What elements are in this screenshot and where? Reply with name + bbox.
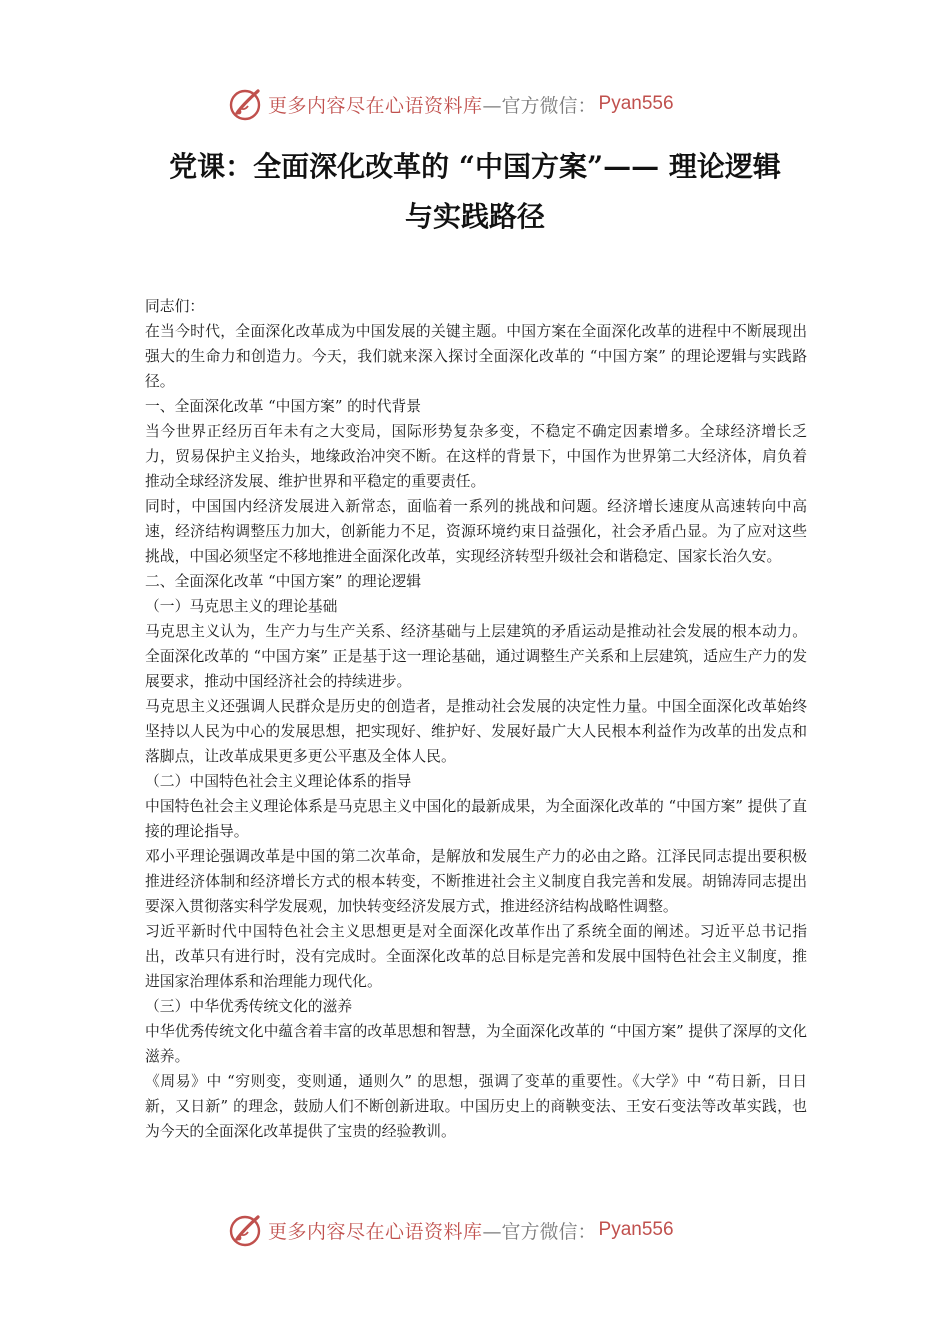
brush-logo-icon — [228, 1212, 264, 1248]
banner-separator: —官方微信： — [482, 94, 597, 117]
header-watermark-banner — [228, 84, 674, 124]
paragraph: 中华优秀传统文化中蕴含着丰富的改革思想和智慧，为全面深化改革的 “中国方案” 提供了深厚的文化滋养。 — [145, 1023, 807, 1065]
paragraph: 《周易》中 “穷则变，变则通，通则久” 的思想，强调了变革的重要性。《大学》中 “苟日新，日日新，又日新” 的理念，鼓励人们不断创新进取。中国历史上的商鞅变法、王安石变法等改革实践，也为今天的全面深化改革提供了宝贵的经验教训。 — [145, 1073, 807, 1140]
banner-wechat-id: Pyan556 — [598, 1219, 674, 1240]
subsection-heading: （一）马克思主义的理论基础 — [145, 598, 338, 615]
paragraph: 当今世界正经历百年未有之大变局，国际形势复杂多变，不稳定不确定因素增多。全球经济增长乏力，贸易保护主义抬头，地缘政治冲突不断。在这样的背景下，中国作为世界第二大经济体，肩负着推动全球经济发展、维护世界和平稳定的重要责任。 — [145, 423, 807, 490]
document-body — [145, 294, 807, 1144]
paragraph: 邓小平理论强调改革是中国的第二次革命，是解放和发展生产力的必由之路。江泽民同志提出要积极推进经济体制和经济增长方式的根本转变，不断推进社会主义制度自我完善和发展。胡锦涛同志提出要深入贯彻落实科学发展观，加快转变经济发展方式，推进经济结构战略性调整。 — [145, 848, 807, 915]
brush-logo-icon — [228, 86, 264, 122]
footer-watermark-banner — [228, 1210, 674, 1250]
paragraph: 同时，中国国内经济发展进入新常态，面临着一系列的挑战和问题。经济增长速度从高速转向中高速，经济结构调整压力加大，创新能力不足，资源环境约束日益强化，社会矛盾凸显。为了应对这些挑战，中国必须坚定不移地推进全面深化改革，实现经济转型升级社会和谐稳定、国家长治久安。 — [145, 498, 807, 565]
paragraph: 习近平新时代中国特色社会主义思想更是对全面深化改革作出了系统全面的阐述。习近平总书记指出，改革只有进行时，没有完成时。全面深化改革的总目标是完善和发展中国特色社会主义制度，推进国家治理体系和治理能力现代化。 — [145, 923, 807, 990]
page-title — [80, 142, 870, 242]
salutation: 同志们： — [145, 298, 205, 315]
title-line-1: 党课：全面深化改革的 “中国方案”—— 理论逻辑 — [169, 150, 781, 183]
banner-wechat-id: Pyan556 — [598, 93, 674, 114]
subsection-heading: （三）中华优秀传统文化的滋养 — [145, 998, 353, 1015]
paragraph: 在当今时代，全面深化改革成为中国发展的关键主题。中国方案在全面深化改革的进程中不断展现出强大的生命力和创造力。今天，我们就来深入探讨全面深化改革的 “中国方案” 的理论逻辑与实践路径。 — [145, 323, 807, 390]
section-heading: 二、全面深化改革 “中国方案” 的理论逻辑 — [145, 573, 422, 590]
paragraph: 中国特色社会主义理论体系是马克思主义中国化的最新成果，为全面深化改革的 “中国方案” 提供了直接的理论指导。 — [145, 798, 807, 840]
banner-separator: —官方微信： — [482, 1220, 597, 1243]
section-heading: 一、全面深化改革 “中国方案” 的时代背景 — [145, 398, 422, 415]
paragraph: 马克思主义还强调人民群众是历史的创造者，是推动社会发展的决定性力量。中国全面深化改革始终坚持以人民为中心的发展思想，把实现好、维护好、发展好最广大人民根本利益作为改革的出发点和落脚点，让改革成果更多更公平惠及全体人民。 — [145, 698, 807, 765]
subsection-heading: （二）中国特色社会主义理论体系的指导 — [145, 773, 412, 790]
banner-text: 更多内容尽在心语资料库 — [268, 1220, 483, 1243]
paragraph: 马克思主义认为，生产力与生产关系、经济基础与上层建筑的矛盾运动是推动社会发展的根本动力。全面深化改革的 “中国方案” 正是基于这一理论基础，通过调整生产关系和上层建筑，适应生产力的发展要求，推动中国经济社会的持续进步。 — [145, 623, 807, 690]
title-line-2: 与实践路径 — [404, 200, 545, 233]
banner-text: 更多内容尽在心语资料库 — [268, 94, 483, 117]
